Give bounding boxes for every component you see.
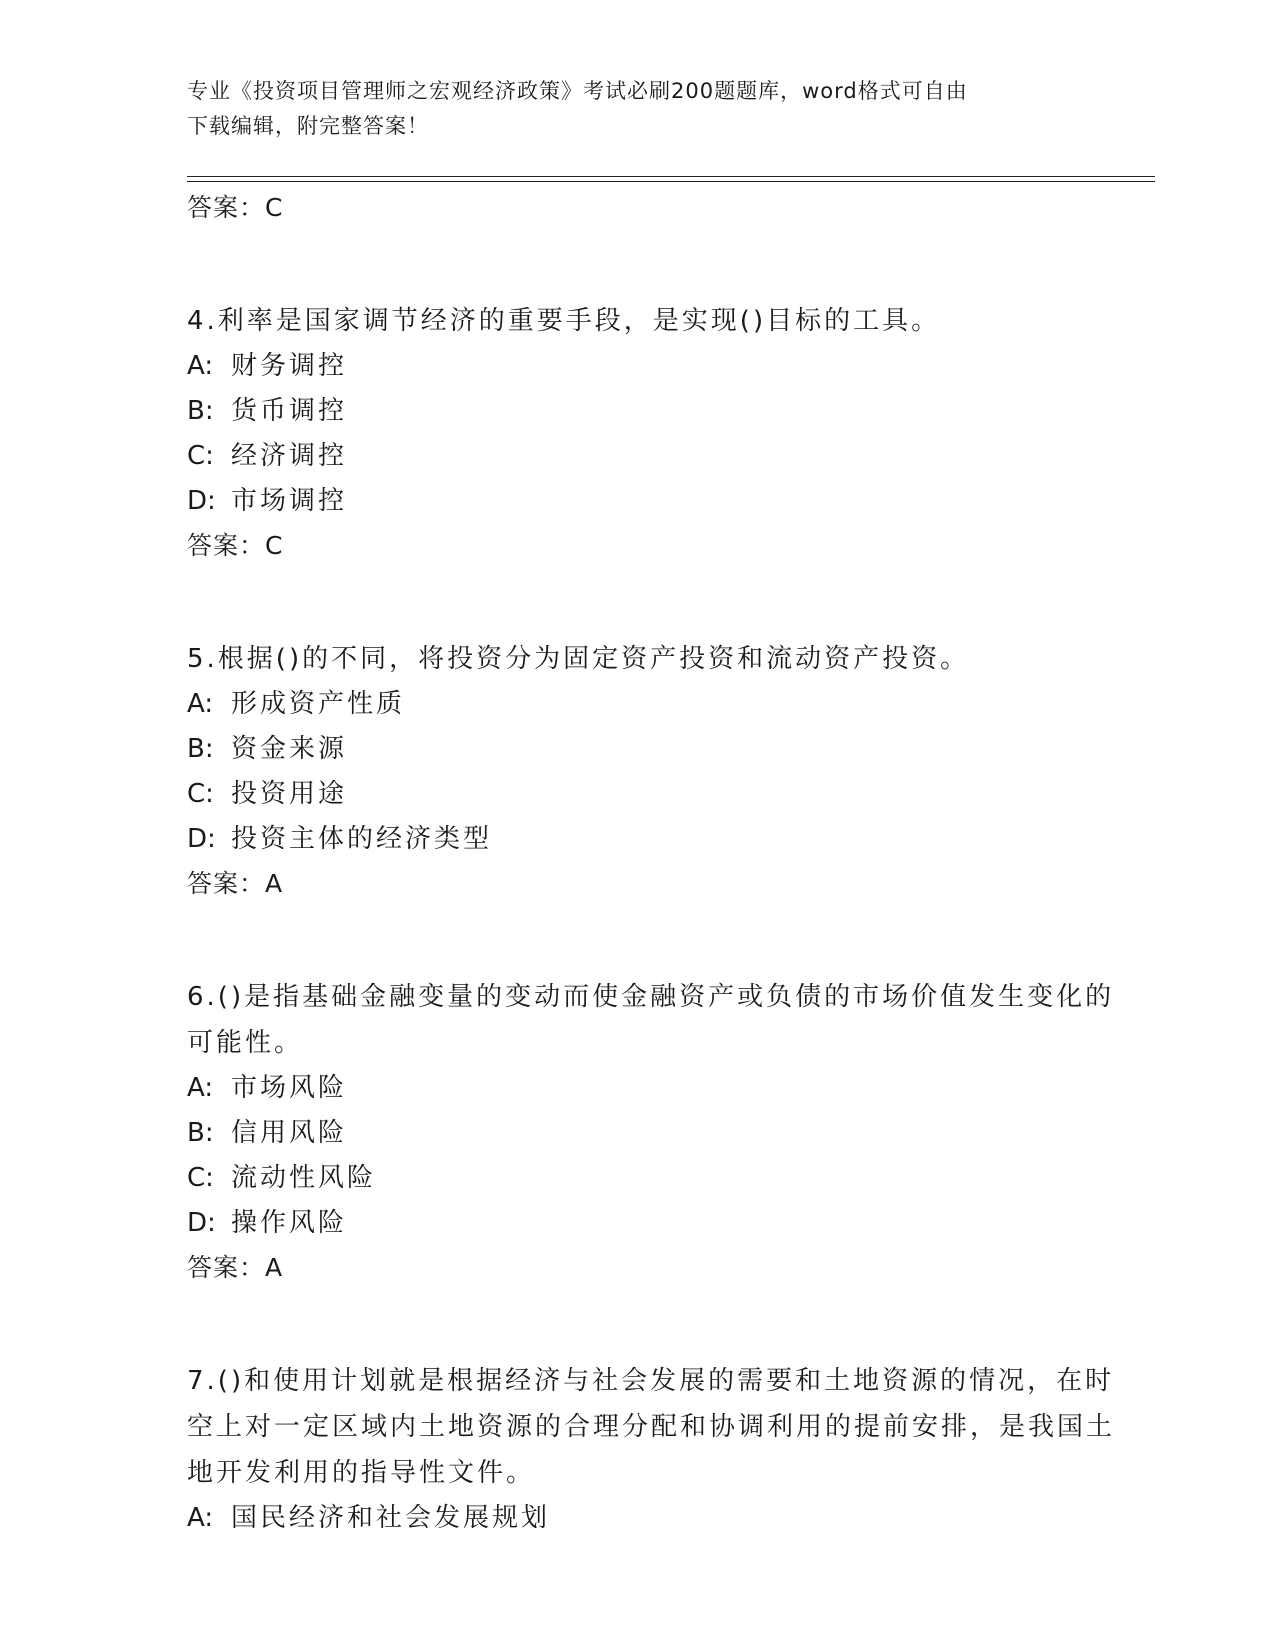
header-rule-top: [187, 176, 1155, 177]
option-text: 资金来源: [231, 734, 348, 764]
option-a: [187, 1066, 1127, 1111]
question-spacer: [187, 1290, 1127, 1358]
option-letter: D:: [187, 486, 216, 516]
question-spacer: [187, 906, 1127, 974]
question-spacer: [187, 230, 1127, 298]
option-b: [187, 389, 1127, 434]
option-c: [187, 434, 1127, 479]
option-a: [187, 1496, 1127, 1541]
document-header: [187, 74, 1067, 144]
option-c: [187, 772, 1127, 817]
header-line-2: 下载编辑，附完整答案！: [187, 114, 429, 138]
option-letter: A:: [187, 689, 214, 719]
option-letter: B:: [187, 1118, 214, 1148]
option-text: 投资用途: [231, 779, 348, 809]
question-stem: 7.()和使用计划就是根据经济与社会发展的需要和土地资源的情况，在时空上对一定区域内土地资源的合理分配和协调利用的提前安排，是我国土地开发利用的指导性文件。: [187, 1366, 1116, 1488]
option-text: 经济调控: [231, 441, 348, 471]
option-text: 形成资产性质: [231, 689, 406, 719]
header-rule-bottom: [187, 181, 1155, 182]
option-letter: B:: [187, 396, 214, 426]
question-stem: 6.()是指基础金融变量的变动而使金融资产或负债的市场价值发生变化的可能性。: [187, 982, 1115, 1058]
option-letter: C:: [187, 1163, 214, 1193]
question-block: [187, 1358, 1127, 1541]
option-text: 市场调控: [231, 486, 348, 516]
option-a: [187, 682, 1127, 727]
option-d: [187, 1201, 1127, 1246]
question-block: [187, 636, 1127, 906]
option-text: 国民经济和社会发展规划: [231, 1503, 551, 1533]
question-stem: 5.根据()的不同，将投资分为固定资产投资和流动资产投资。: [187, 644, 970, 674]
option-text: 操作风险: [231, 1208, 348, 1238]
answer-line: 答案：A: [187, 1253, 284, 1282]
option-text: 投资主体的经济类型: [231, 824, 493, 854]
question-block: [187, 298, 1127, 568]
option-letter: A:: [187, 351, 214, 381]
option-text: 信用风险: [231, 1118, 348, 1148]
option-b: [187, 727, 1127, 772]
question-spacer: [187, 568, 1127, 636]
option-text: 财务调控: [231, 351, 348, 381]
option-letter: A:: [187, 1503, 214, 1533]
option-letter: A:: [187, 1073, 214, 1103]
option-text: 货币调控: [231, 396, 348, 426]
option-d: [187, 817, 1127, 862]
option-letter: C:: [187, 779, 214, 809]
option-letter: B:: [187, 734, 214, 764]
option-text: 市场风险: [231, 1073, 348, 1103]
question-list: [187, 186, 1127, 1541]
option-c: [187, 1156, 1127, 1201]
option-letter: D:: [187, 1208, 216, 1238]
question-block: [187, 974, 1127, 1290]
question-stem: 4.利率是国家调节经济的重要手段，是实现()目标的工具。: [187, 306, 941, 336]
option-letter: D:: [187, 824, 216, 854]
option-text: 流动性风险: [231, 1163, 377, 1193]
header-line-1: 专业《投资项目管理师之宏观经济政策》考试必刷200题题库，word格式可自由: [187, 79, 968, 103]
answer-line: 答案：A: [187, 869, 284, 898]
option-a: [187, 344, 1127, 389]
answer-line: 答案：C: [187, 531, 284, 560]
option-b: [187, 1111, 1127, 1156]
option-letter: C:: [187, 441, 214, 471]
answer-line: 答案：C: [187, 193, 284, 222]
option-d: [187, 479, 1127, 524]
